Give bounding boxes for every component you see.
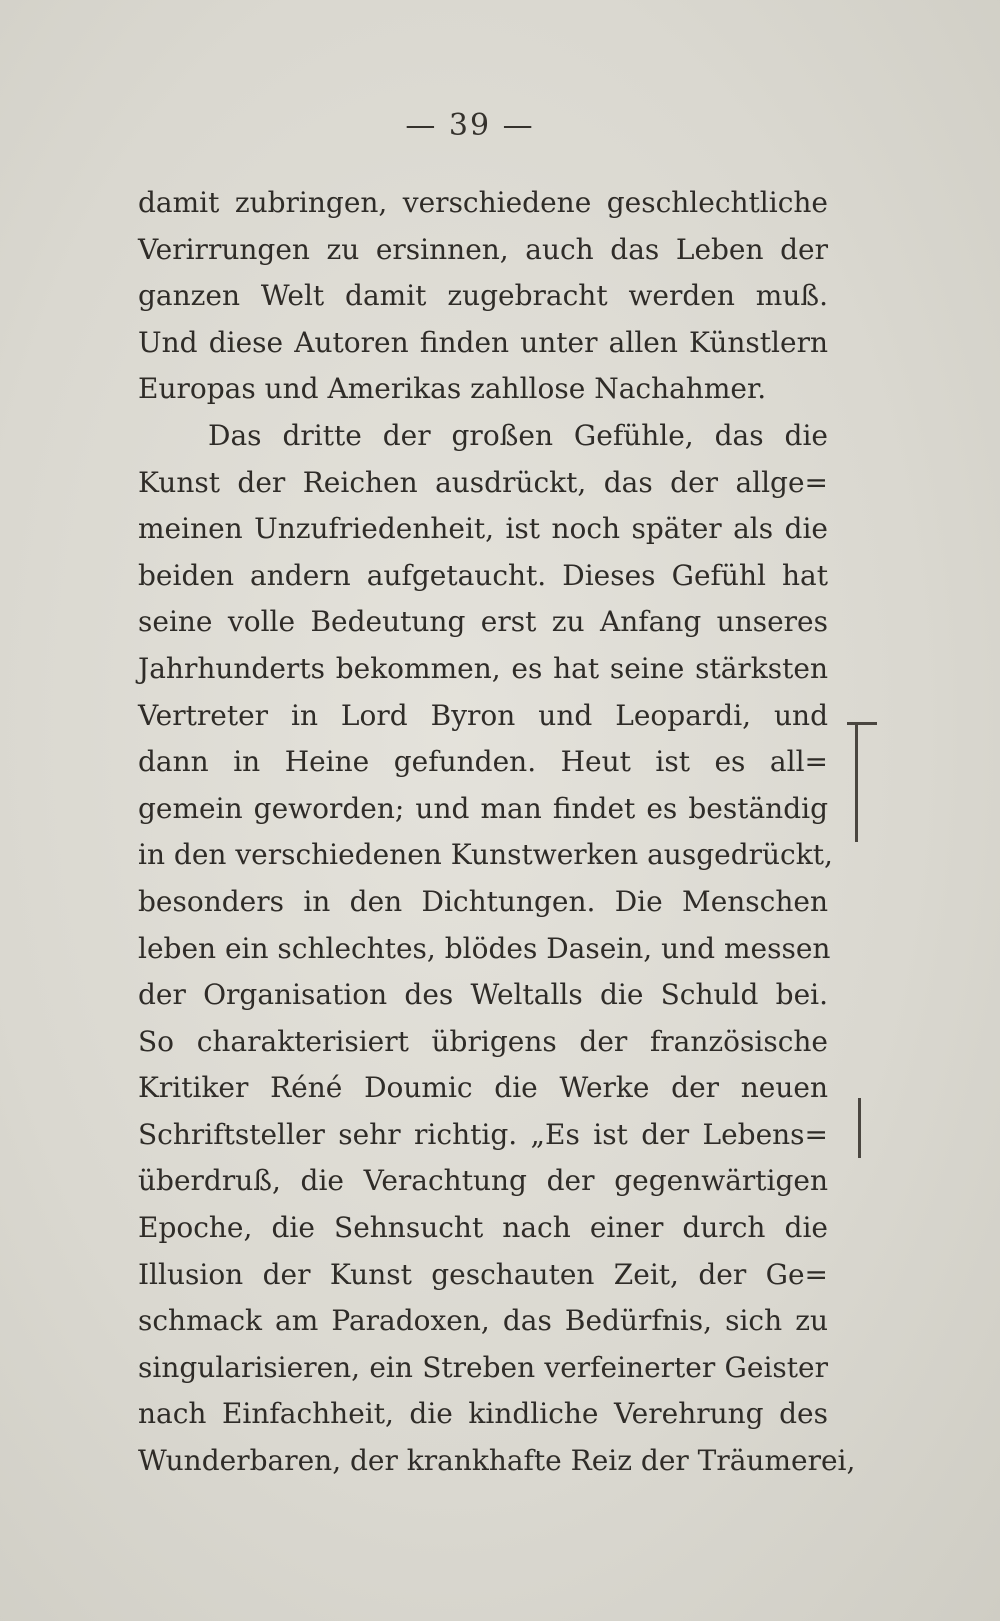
body-text	[138, 180, 856, 1485]
text-line: Epoche, die Sehnsucht nach einer durch die	[138, 1211, 828, 1245]
margin-pencil-mark	[855, 722, 858, 842]
text-line: Kritiker Réné Doumic die Werke der neuen	[138, 1071, 828, 1105]
text-line: beiden andern aufgetaucht. Dieses Gefühl hat	[138, 558, 828, 592]
text-line: damit zubringen, verschiedene geschlechtliche	[138, 186, 828, 219]
text-line: überdruß, die Verachtung der gegenwärtigen	[138, 1164, 828, 1198]
text-line: Das dritte der großen Gefühle, das die	[208, 418, 828, 452]
text-line: So charakterisiert übrigens der französische	[138, 1024, 828, 1058]
text-line: gemein geworden; und man findet es beständig	[138, 791, 828, 825]
text-line: seine volle Bedeutung erst zu Anfang unseres	[138, 605, 828, 639]
margin-pencil-mark	[858, 1098, 861, 1158]
text-line: Jahrhunderts bekommen, es hat seine stärksten	[138, 651, 828, 685]
text-line: ganzen Welt damit zugebracht werden muß.	[138, 279, 828, 313]
text-line: besonders in den Dichtungen. Die Menschen	[138, 884, 828, 918]
text-line: Illusion der Kunst geschauten Zeit, der Ge=	[138, 1257, 828, 1291]
text-line: meinen Unzufriedenheit, ist noch später als die	[138, 512, 828, 546]
text-line: Vertreter in Lord Byron und Leopardi, und	[138, 698, 828, 732]
text-line: der Organisation des Weltalls die Schuld bei.	[138, 978, 828, 1012]
text-line: schmack am Paradoxen, das Bedürfnis, sich zu	[138, 1304, 828, 1338]
text-line: nach Einfachheit, die kindliche Verehrung des	[138, 1397, 828, 1431]
text-line: singularisieren, ein Streben verfeinerter Geister	[138, 1350, 828, 1384]
text-line: in den verschiedenen Kunstwerken ausgedrückt,	[138, 838, 833, 872]
margin-pencil-mark	[847, 722, 877, 725]
text-line: Und diese Autoren finden unter allen Künstlern	[138, 325, 828, 359]
text-line: Schriftsteller sehr richtig. „Es ist der Lebens=	[138, 1117, 828, 1151]
text-line: Wunderbaren, der krankhafte Reiz der Träumerei,	[138, 1444, 856, 1478]
text-line: Europas und Amerikas zahllose Nachahmer.	[138, 372, 767, 406]
text-line: Kunst der Reichen ausdrückt, das der allge=	[138, 465, 828, 499]
page-number: — 39 —	[405, 108, 535, 143]
text-line: leben ein schlechtes, blödes Dasein, und messen	[138, 931, 831, 965]
text-line: Verirrungen zu ersinnen, auch das Leben der	[138, 232, 828, 266]
text-line: dann in Heine gefunden. Heut ist es all=	[138, 745, 828, 779]
